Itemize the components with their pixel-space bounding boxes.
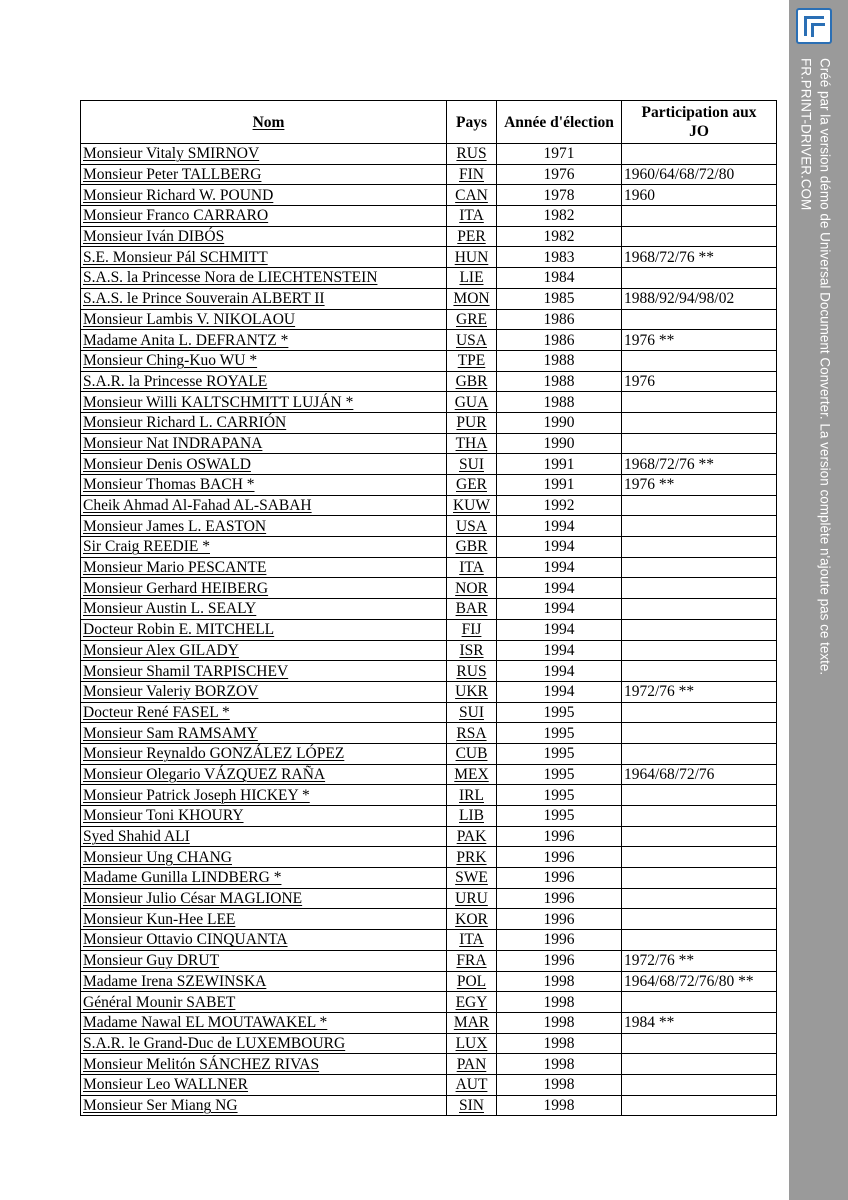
country-code-link[interactable]: GBR (455, 538, 488, 556)
table-row (81, 1033, 777, 1054)
table-row (81, 557, 777, 578)
member-name-link[interactable]: Monsieur Kun-Hee LEE (83, 910, 236, 928)
country-code-link[interactable]: MAR (453, 1014, 490, 1032)
table-row (81, 1012, 777, 1033)
member-name-link[interactable]: Monsieur Melitón SÁNCHEZ RIVAS (83, 1055, 320, 1073)
table-row (81, 185, 777, 206)
country-code-link[interactable]: PUR (456, 414, 487, 432)
member-name-link[interactable]: Madame Gunilla LINDBERG * (83, 869, 282, 887)
converter-logo-icon (796, 8, 832, 44)
olympic-participation: 1972/76 ** (624, 683, 695, 701)
country-code-link[interactable]: ITA (459, 207, 484, 225)
member-name-link[interactable]: Docteur René FASEL * (83, 703, 230, 721)
country-code-link[interactable]: USA (455, 331, 487, 349)
header-annee: Année d'élection (497, 101, 622, 144)
table-row (81, 537, 777, 558)
member-name-link[interactable]: Monsieur Austin L. SEALY (83, 600, 257, 618)
table-row (81, 992, 777, 1013)
country-code-link[interactable]: BAR (455, 600, 488, 618)
member-name-link[interactable]: Monsieur Thomas BACH * (83, 476, 255, 494)
election-year: 1995 (543, 765, 575, 783)
country-code-link[interactable]: RUS (456, 662, 487, 680)
member-name-link[interactable]: Monsieur Franco CARRARO (83, 207, 269, 225)
country-code-link[interactable]: RUS (456, 145, 487, 163)
country-code-link[interactable]: LUX (455, 1034, 488, 1052)
table-row (81, 888, 777, 909)
election-year: 1976 (543, 166, 575, 184)
election-year: 1990 (543, 434, 575, 452)
table-row (81, 868, 777, 889)
election-year: 1992 (543, 497, 575, 515)
header-row (81, 101, 777, 144)
table-row (81, 392, 777, 413)
country-code-link[interactable]: MEX (454, 765, 489, 783)
election-year: 1991 (543, 455, 575, 473)
olympic-participation: 1988/92/94/98/02 (624, 290, 735, 308)
member-name-link[interactable]: Monsieur James L. EASTON (83, 517, 267, 535)
table-row (81, 723, 777, 744)
table-row (81, 578, 777, 599)
election-year: 1995 (543, 786, 575, 804)
member-name-link[interactable]: Monsieur Peter TALLBERG (83, 166, 262, 184)
member-name-link[interactable]: Madame Nawal EL MOUTAWAKEL * (83, 1014, 328, 1032)
election-year: 1985 (543, 290, 575, 308)
table-row (81, 681, 777, 702)
country-code-link[interactable]: SIN (459, 1096, 484, 1114)
election-year: 1994 (543, 641, 575, 659)
table-row (81, 971, 777, 992)
table-row (81, 226, 777, 247)
member-name-link[interactable]: Monsieur Valeriy BORZOV (83, 683, 259, 701)
election-year: 1995 (543, 724, 575, 742)
election-year: 1994 (543, 579, 575, 597)
country-code-link[interactable]: FIN (459, 166, 484, 184)
member-name-link[interactable]: S.E. Monsieur Pál SCHMITT (83, 248, 268, 266)
table-row (81, 206, 777, 227)
election-year: 1982 (543, 228, 575, 246)
table-row (81, 350, 777, 371)
country-code-link[interactable]: CAN (455, 186, 488, 204)
olympic-participation: 1968/72/76 ** (624, 248, 714, 266)
olympic-participation: 1976 ** (624, 331, 675, 349)
table-row (81, 268, 777, 289)
election-year: 1996 (543, 869, 575, 887)
election-year: 1988 (543, 393, 575, 411)
country-code-link[interactable]: LIE (459, 269, 484, 287)
member-name-link[interactable]: Général Mounir SABET (83, 993, 236, 1011)
member-name-link[interactable]: Monsieur Guy DRUT (83, 952, 220, 970)
table-row (81, 1074, 777, 1095)
country-code-link[interactable]: IRL (459, 786, 484, 804)
member-name-link[interactable]: Monsieur Shamil TARPISCHEV (83, 662, 289, 680)
member-name-link[interactable]: Monsieur Leo WALLNER (83, 1076, 249, 1094)
table-row (81, 806, 777, 827)
election-year: 1994 (543, 559, 575, 577)
table-row (81, 847, 777, 868)
election-year: 1996 (543, 952, 575, 970)
member-name-link[interactable]: Monsieur Nat INDRAPANA (83, 434, 263, 452)
election-year: 1998 (543, 1034, 575, 1052)
members-table (80, 100, 777, 1116)
member-name-link[interactable]: Monsieur Julio César MAGLIONE (83, 890, 303, 908)
member-name-link[interactable]: S.A.R. le Grand-Duc de LUXEMBOURG (83, 1034, 346, 1052)
country-code-link[interactable]: HUN (454, 248, 489, 266)
member-name-link[interactable]: Monsieur Richard L. CARRIÓN (83, 414, 287, 432)
olympic-participation: 1960 (624, 186, 655, 204)
member-name-link[interactable]: Monsieur Patrick Joseph HICKEY * (83, 786, 310, 804)
country-code-link[interactable]: RSA (456, 724, 487, 742)
election-year: 1996 (543, 848, 575, 866)
header-nom: Nom (81, 101, 447, 144)
election-year: 1998 (543, 1096, 575, 1114)
election-year: 1986 (543, 331, 575, 349)
election-year: 1988 (543, 352, 575, 370)
member-name-link[interactable]: Monsieur Sam RAMSAMY (83, 724, 258, 742)
election-year: 1998 (543, 972, 575, 990)
table-row (81, 164, 777, 185)
header-pays: Pays (447, 101, 497, 144)
olympic-participation: 1976 ** (624, 476, 675, 494)
member-name-link[interactable]: Monsieur Ottavio CINQUANTA (83, 931, 288, 949)
olympic-participation: 1968/72/76 ** (624, 455, 714, 473)
table-row (81, 1095, 777, 1116)
table-row (81, 412, 777, 433)
country-code-link[interactable]: TPE (457, 352, 486, 370)
election-year: 1994 (543, 662, 575, 680)
election-year: 1994 (543, 621, 575, 639)
member-name-link[interactable]: Monsieur Willi KALTSCHMITT LUJÁN * (83, 393, 354, 411)
election-year: 1994 (543, 538, 575, 556)
olympic-participation: 1976 (624, 372, 655, 390)
table-body (81, 144, 777, 1116)
election-year: 1983 (543, 248, 575, 266)
olympic-participation: 1972/76 ** (624, 952, 695, 970)
election-year: 1996 (543, 890, 575, 908)
country-code-link[interactable]: GUA (454, 393, 489, 411)
olympic-participation: 1964/68/72/76/80 ** (624, 972, 754, 990)
member-name-link[interactable]: Monsieur Reynaldo GONZÁLEZ LÓPEZ (83, 745, 345, 763)
country-code-link[interactable]: ITA (459, 931, 484, 949)
member-name-link[interactable]: Monsieur Vitaly SMIRNOV (83, 145, 260, 163)
table-row (81, 475, 777, 496)
election-year: 1991 (543, 476, 575, 494)
member-name-link[interactable]: Monsieur Ser Miang NG (83, 1096, 238, 1114)
member-name-link[interactable]: Sir Craig REEDIE * (83, 538, 210, 556)
country-code-link[interactable]: SUI (459, 455, 484, 473)
country-code-link[interactable]: PER (457, 228, 486, 246)
table-row (81, 247, 777, 268)
member-name-link[interactable]: Monsieur Toni KHOURY (83, 807, 244, 825)
country-code-link[interactable]: NOR (455, 579, 488, 597)
table-row (81, 764, 777, 785)
country-code-link[interactable]: KOR (455, 910, 488, 928)
country-code-link[interactable]: FIJ (461, 621, 482, 639)
country-code-link[interactable]: USA (455, 517, 487, 535)
country-code-link[interactable]: PAK (456, 828, 487, 846)
election-year: 1998 (543, 1055, 575, 1073)
country-code-link[interactable]: THA (455, 434, 488, 452)
country-code-link[interactable]: EGY (455, 993, 488, 1011)
table-row (81, 702, 777, 723)
election-year: 1994 (543, 683, 575, 701)
member-name-link[interactable]: Monsieur Olegario VÁZQUEZ RAÑA (83, 765, 326, 783)
country-code-link[interactable]: AUT (455, 1076, 488, 1094)
member-name-link[interactable]: Madame Anita L. DEFRANTZ * (83, 331, 289, 349)
election-year: 1996 (543, 828, 575, 846)
table-row (81, 144, 777, 165)
olympic-participation: 1964/68/72/76 (624, 765, 715, 783)
table-row (81, 743, 777, 764)
table-row (81, 330, 777, 351)
country-code-link[interactable]: SUI (459, 703, 484, 721)
table-row (81, 619, 777, 640)
country-code-link[interactable]: FRA (456, 952, 487, 970)
country-code-link[interactable]: GRE (456, 310, 487, 328)
table-row (81, 826, 777, 847)
table-row (81, 309, 777, 330)
election-year: 1984 (543, 269, 575, 287)
table-row (81, 516, 777, 537)
country-code-link[interactable]: POL (456, 972, 487, 990)
election-year: 1986 (543, 310, 575, 328)
member-name-link[interactable]: Monsieur Denis OSWALD (83, 455, 251, 473)
election-year: 1996 (543, 931, 575, 949)
table-row (81, 495, 777, 516)
table-row (81, 785, 777, 806)
olympic-participation: 1960/64/68/72/80 (624, 166, 735, 184)
member-name-link[interactable]: Monsieur Gerhard HEIBERG (83, 579, 269, 597)
country-code-link[interactable]: LIB (459, 807, 484, 825)
country-code-link[interactable]: UKR (455, 683, 488, 701)
country-code-link[interactable]: GBR (455, 372, 488, 390)
member-name-link[interactable]: Cheik Ahmad Al-Fahad AL-SABAH (83, 497, 312, 515)
table-row (81, 371, 777, 392)
table-row (81, 454, 777, 475)
watermark-url: FR.PRINT-DRIVER.COM (798, 58, 814, 211)
member-name-link[interactable]: Monsieur Lambis V. NIKOLAOU (83, 310, 296, 328)
election-year: 1995 (543, 745, 575, 763)
member-name-link[interactable]: Monsieur Ung CHANG (83, 848, 232, 866)
member-name-link[interactable]: S.A.R. la Princesse ROYALE (83, 372, 268, 390)
table-row (81, 599, 777, 620)
country-code-link[interactable]: GER (456, 476, 487, 494)
country-code-link[interactable]: PRK (456, 848, 487, 866)
country-code-link[interactable]: PAN (456, 1055, 487, 1073)
member-name-link[interactable]: Monsieur Iván DIBÓS (83, 228, 225, 246)
election-year: 1998 (543, 993, 575, 1011)
election-year: 1995 (543, 703, 575, 721)
member-name-link[interactable]: Monsieur Alex GILADY (83, 641, 239, 659)
country-code-link[interactable]: MON (453, 290, 490, 308)
country-code-link[interactable]: KUW (452, 497, 491, 515)
country-code-link[interactable]: CUB (455, 745, 488, 763)
table-row (81, 288, 777, 309)
table-row (81, 433, 777, 454)
election-year: 1988 (543, 372, 575, 390)
member-name-link[interactable]: Docteur Robin E. MITCHELL (83, 621, 275, 639)
header-participation: Participation aux JO (622, 101, 777, 144)
election-year: 1990 (543, 414, 575, 432)
table-row (81, 930, 777, 951)
election-year: 1971 (543, 145, 575, 163)
table-row (81, 950, 777, 971)
election-year: 1998 (543, 1076, 575, 1094)
member-name-link[interactable]: Madame Irena SZEWINSKA (83, 972, 267, 990)
olympic-participation: 1984 ** (624, 1014, 675, 1032)
country-code-link[interactable]: ITA (459, 559, 484, 577)
member-name-link[interactable]: S.A.S. le Prince Souverain ALBERT II (83, 290, 325, 308)
table-row (81, 909, 777, 930)
watermark-text: Créé par la version démo de Universal Document Converter. La version complète n'ajoute pas ce texte. (817, 58, 833, 676)
member-name-link[interactable]: Monsieur Mario PESCANTE (83, 559, 267, 577)
election-year: 1994 (543, 600, 575, 618)
table-row (81, 1054, 777, 1075)
member-name-link[interactable]: Monsieur Richard W. POUND (83, 186, 274, 204)
election-year: 1994 (543, 517, 575, 535)
country-code-link[interactable]: URU (455, 890, 488, 908)
country-code-link[interactable]: SWE (455, 869, 488, 887)
member-name-link[interactable]: Syed Shahid ALI (83, 828, 190, 846)
table-row (81, 661, 777, 682)
election-year: 1995 (543, 807, 575, 825)
member-name-link[interactable]: S.A.S. la Princesse Nora de LIECHTENSTEIN (83, 269, 378, 287)
election-year: 1982 (543, 207, 575, 225)
election-year: 1996 (543, 910, 575, 928)
election-year: 1998 (543, 1014, 575, 1032)
election-year: 1978 (543, 186, 575, 204)
member-name-link[interactable]: Monsieur Ching-Kuo WU * (83, 352, 258, 370)
table-row (81, 640, 777, 661)
country-code-link[interactable]: ISR (459, 641, 484, 659)
